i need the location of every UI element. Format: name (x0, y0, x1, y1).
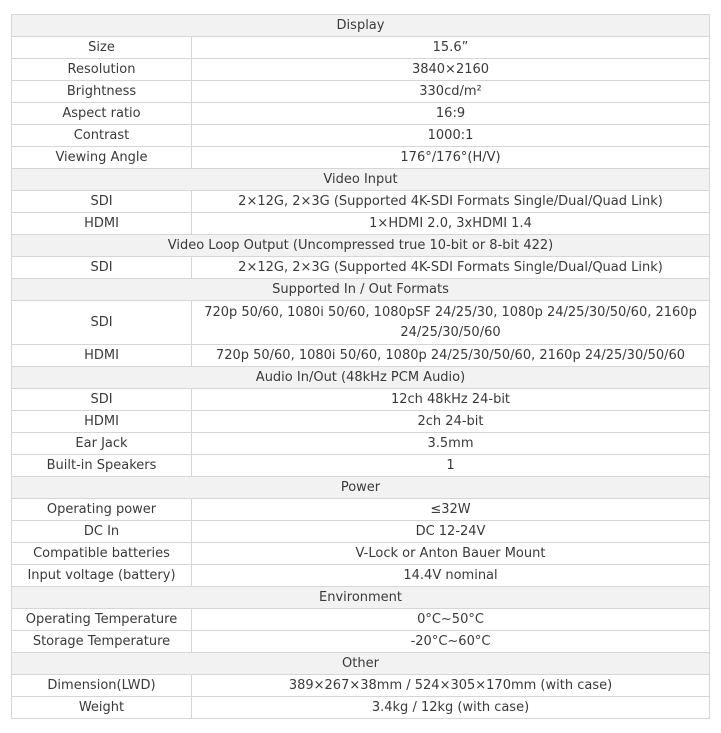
spec-row (12, 81, 710, 103)
spec-row (12, 257, 710, 279)
spec-value: 720p 50/60, 1080i 50/60, 1080p 24/25/30/50/60, 2160p 24/25/30/50/60 (192, 345, 710, 367)
spec-value: 2ch 24-bit (192, 411, 710, 433)
spec-row (12, 521, 710, 543)
spec-label: Viewing Angle (12, 147, 192, 169)
spec-value: 1000:1 (192, 125, 710, 147)
spec-row (12, 389, 710, 411)
section-title: Display (12, 15, 710, 37)
spec-row (12, 147, 710, 169)
spec-row (12, 37, 710, 59)
spec-label: DC In (12, 521, 192, 543)
section-header-row (12, 169, 710, 191)
spec-value: V-Lock or Anton Bauer Mount (192, 543, 710, 565)
section-header-row (12, 367, 710, 389)
section-title: Audio In/Out (48kHz PCM Audio) (12, 367, 710, 389)
spec-value: 12ch 48kHz 24-bit (192, 389, 710, 411)
spec-value: 330cd/m² (192, 81, 710, 103)
spec-label: Compatible batteries (12, 543, 192, 565)
spec-label: HDMI (12, 213, 192, 235)
spec-label: SDI (12, 257, 192, 279)
spec-label: Aspect ratio (12, 103, 192, 125)
spec-label: SDI (12, 301, 192, 345)
section-header-row (12, 587, 710, 609)
spec-row (12, 103, 710, 125)
section-title: Power (12, 477, 710, 499)
spec-row (12, 59, 710, 81)
spec-row (12, 191, 710, 213)
spec-row (12, 499, 710, 521)
spec-table (11, 14, 710, 719)
spec-label: HDMI (12, 345, 192, 367)
spec-row (12, 301, 710, 345)
spec-label: Brightness (12, 81, 192, 103)
spec-row (12, 345, 710, 367)
spec-row (12, 125, 710, 147)
spec-label: Ear Jack (12, 433, 192, 455)
spec-value: ≤32W (192, 499, 710, 521)
section-title: Supported In / Out Formats (12, 279, 710, 301)
spec-value: 15.6” (192, 37, 710, 59)
section-title: Other (12, 653, 710, 675)
spec-value: 2×12G, 2×3G (Supported 4K-SDI Formats Single/Dual/Quad Link) (192, 191, 710, 213)
section-title: Video Loop Output (Uncompressed true 10-bit or 8-bit 422) (12, 235, 710, 257)
spec-value: DC 12-24V (192, 521, 710, 543)
spec-value: 1×HDMI 2.0, 3xHDMI 1.4 (192, 213, 710, 235)
spec-label: SDI (12, 191, 192, 213)
section-title: Environment (12, 587, 710, 609)
spec-value: 16:9 (192, 103, 710, 125)
spec-label: Input voltage (battery) (12, 565, 192, 587)
spec-label: Built-in Speakers (12, 455, 192, 477)
section-header-row (12, 477, 710, 499)
spec-label: SDI (12, 389, 192, 411)
spec-row (12, 565, 710, 587)
spec-value: 3.4kg / 12kg (with case) (192, 697, 710, 719)
section-title: Video Input (12, 169, 710, 191)
spec-value: 2×12G, 2×3G (Supported 4K-SDI Formats Single/Dual/Quad Link) (192, 257, 710, 279)
spec-value: 720p 50/60, 1080i 50/60, 1080pSF 24/25/30, 1080p 24/25/30/50/60, 2160p 24/25/30/50/60 (192, 301, 710, 345)
spec-value: -20°C~60°C (192, 631, 710, 653)
spec-value: 3840×2160 (192, 59, 710, 81)
spec-row (12, 543, 710, 565)
spec-label: Operating Temperature (12, 609, 192, 631)
spec-label: Resolution (12, 59, 192, 81)
spec-value: 14.4V nominal (192, 565, 710, 587)
section-header-row (12, 279, 710, 301)
spec-table-body (12, 15, 710, 719)
spec-value: 389×267×38mm / 524×305×170mm (with case) (192, 675, 710, 697)
spec-label: Operating power (12, 499, 192, 521)
spec-value: 0°C~50°C (192, 609, 710, 631)
spec-label: Weight (12, 697, 192, 719)
spec-label: Dimension(LWD) (12, 675, 192, 697)
section-header-row (12, 15, 710, 37)
spec-row (12, 697, 710, 719)
spec-value: 1 (192, 455, 710, 477)
spec-value: 176°/176°(H/V) (192, 147, 710, 169)
spec-row (12, 433, 710, 455)
section-header-row (12, 653, 710, 675)
spec-row (12, 455, 710, 477)
spec-label: Size (12, 37, 192, 59)
spec-row (12, 411, 710, 433)
spec-row (12, 213, 710, 235)
spec-value: 3.5mm (192, 433, 710, 455)
spec-label: HDMI (12, 411, 192, 433)
spec-label: Storage Temperature (12, 631, 192, 653)
spec-label: Contrast (12, 125, 192, 147)
spec-row (12, 675, 710, 697)
spec-row (12, 609, 710, 631)
spec-row (12, 631, 710, 653)
section-header-row (12, 235, 710, 257)
